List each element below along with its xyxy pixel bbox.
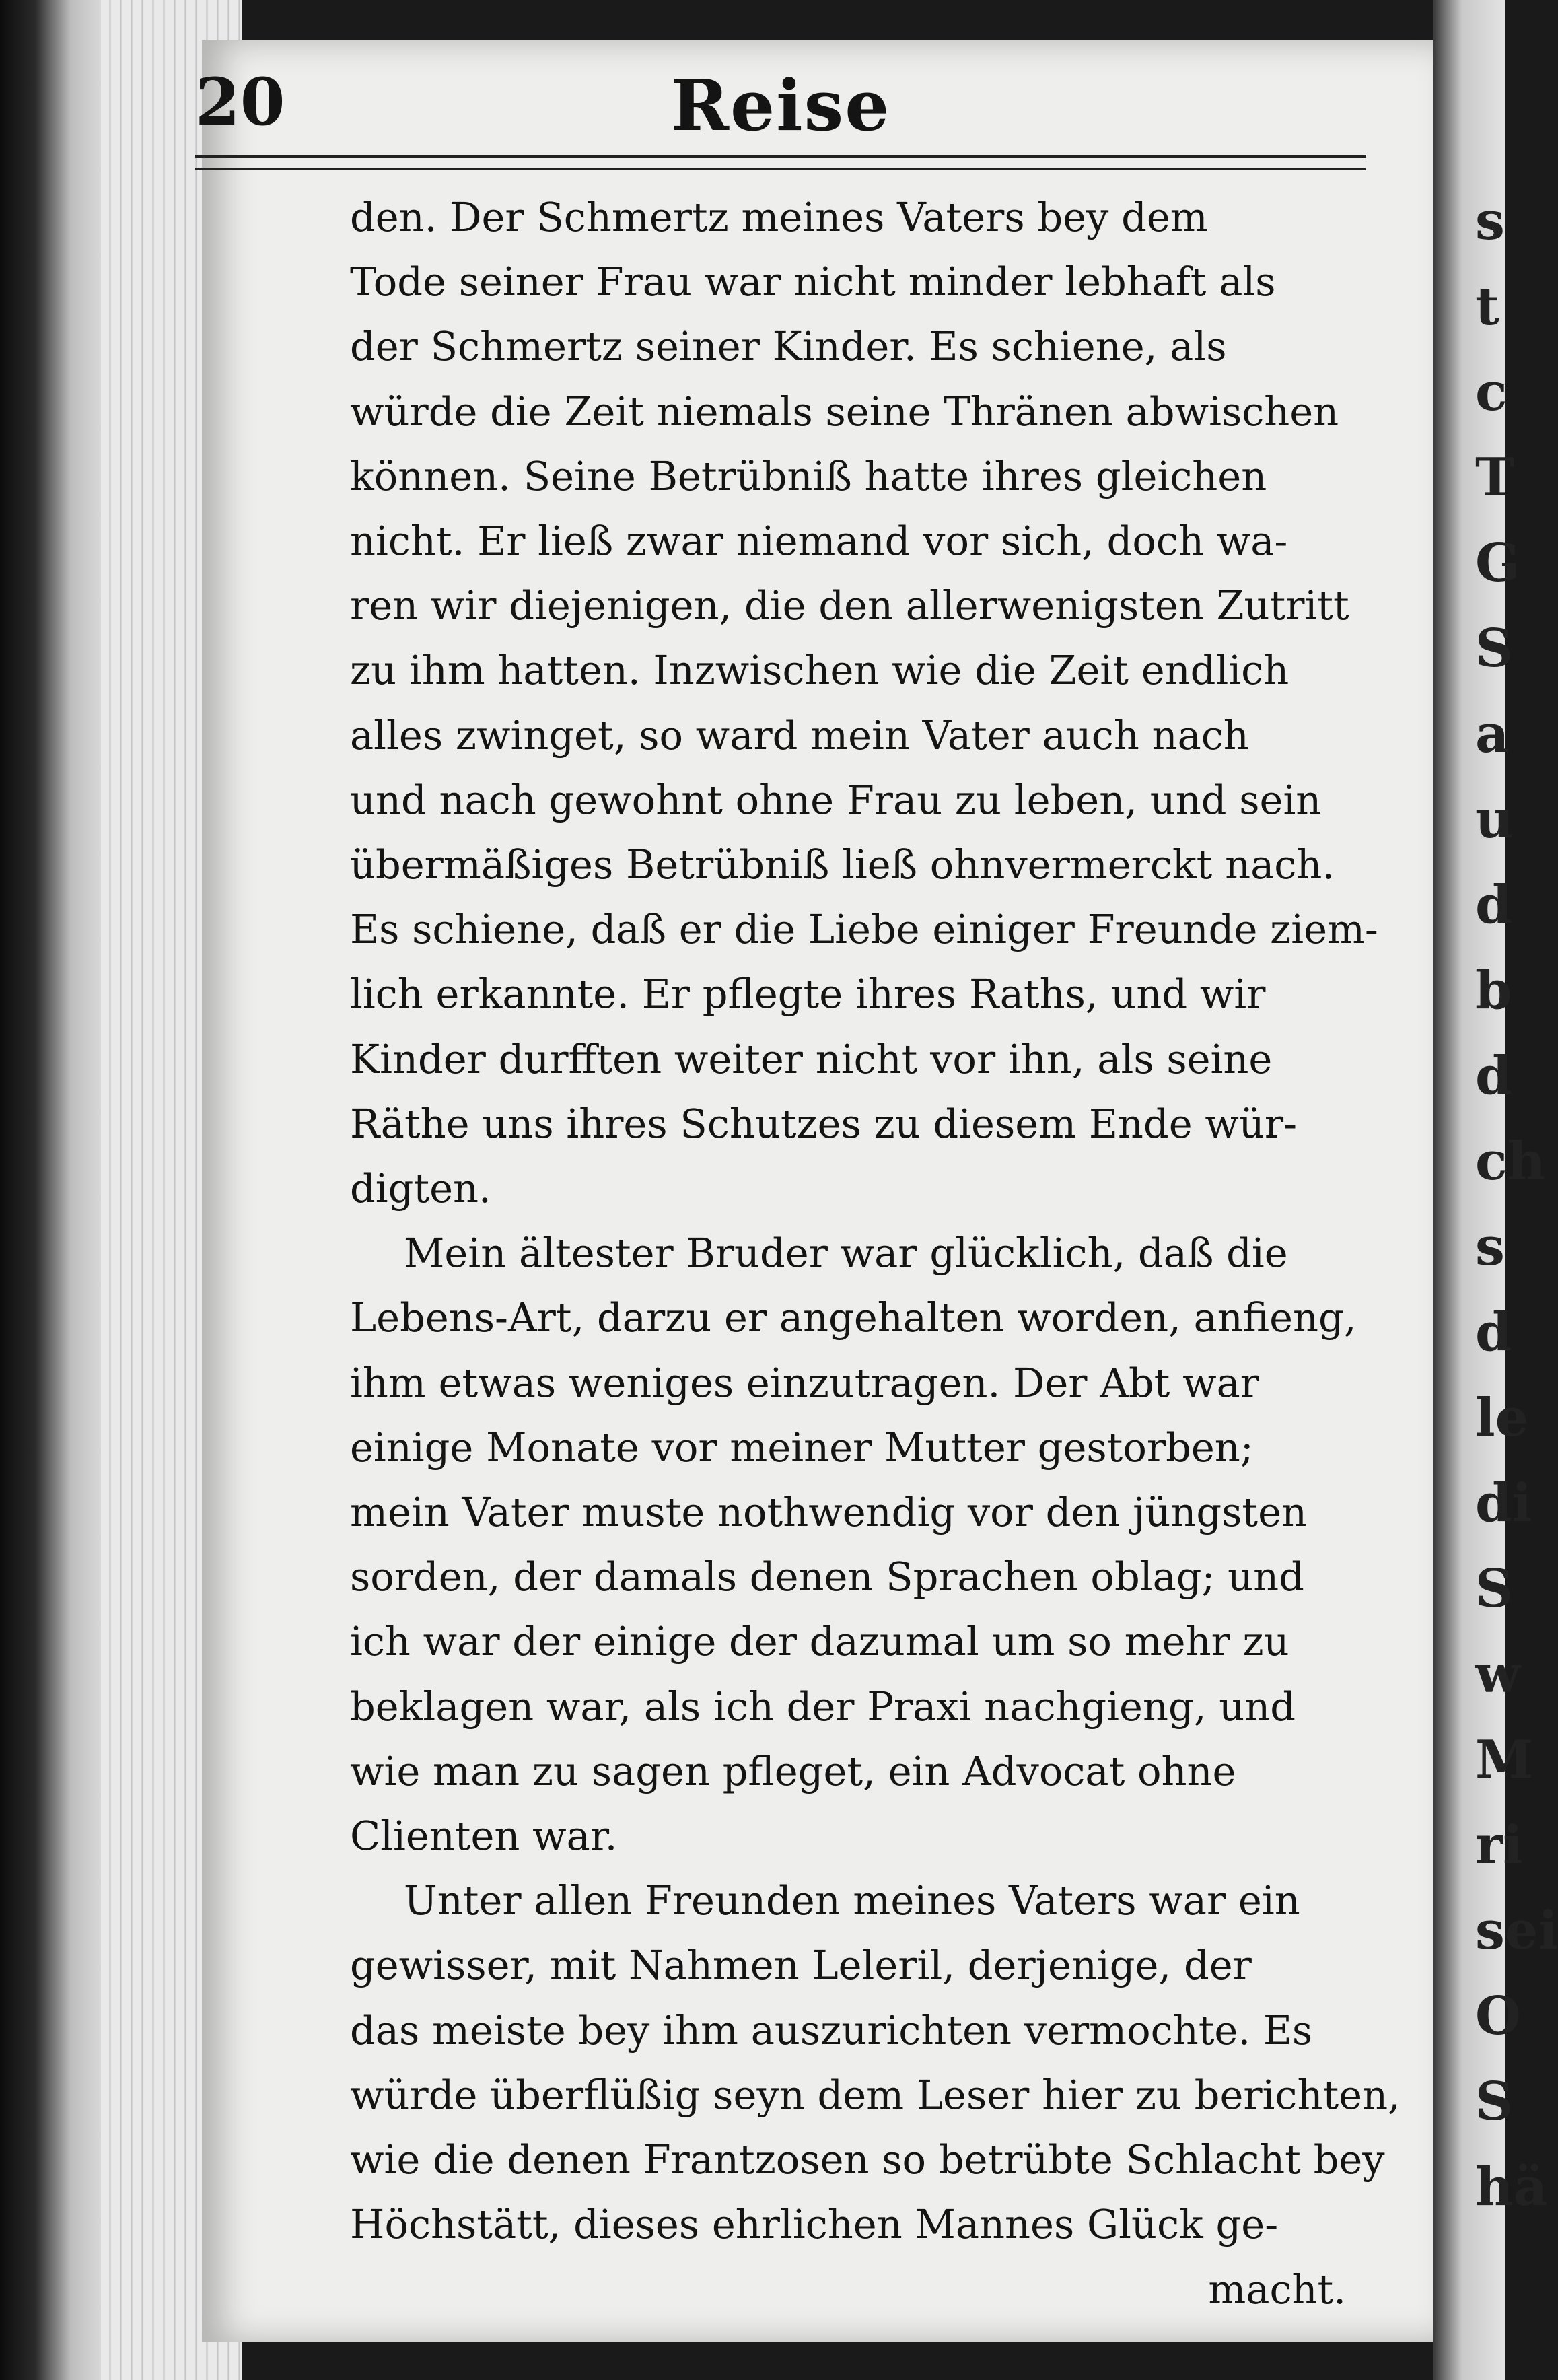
adjacent-page-text-fragment: S: [1475, 2070, 1514, 2132]
adjacent-page-text-fragment: w: [1475, 1643, 1521, 1705]
text-line: ich war der einige der dazumal um so mehr zu: [350, 1618, 1289, 1665]
adjacent-page-text-fragment: d: [1475, 1045, 1512, 1107]
adjacent-page-text-fragment: ch: [1475, 1130, 1546, 1192]
text-line: ren wir diejenigen, die den allerwenigsten Zutritt: [350, 582, 1349, 629]
adjacent-page-text-fragment: G: [1475, 532, 1520, 594]
text-line: können. Seine Betrübniß hatte ihres gleichen: [350, 452, 1267, 499]
text-line: Kinder durfften weiter nicht vor ihn, als seine: [350, 1035, 1273, 1082]
adjacent-page-text-fragment: a: [1475, 703, 1510, 765]
text-line: mein Vater muste nothwendig vor den jüngsten: [350, 1489, 1308, 1536]
text-line: wie man zu sagen pfleget, ein Advocat ohne: [350, 1747, 1236, 1794]
text-line: digten.: [350, 1165, 491, 1212]
adjacent-page-text-fragment: ri: [1475, 1814, 1523, 1876]
adjacent-page-text-fragment: b: [1475, 959, 1512, 1021]
header-rule: [195, 155, 1366, 170]
text-line: einige Monate vor meiner Mutter gestorben;: [350, 1424, 1254, 1471]
page-header: [195, 64, 1366, 165]
adjacent-page-text-fragment: O: [1475, 1985, 1521, 2047]
page-number: 20: [195, 64, 285, 140]
text-line: ihm etwas weniges einzutragen. Der Abt war: [350, 1359, 1259, 1406]
text-line: und nach gewohnt ohne Frau zu leben, und sein: [350, 776, 1322, 823]
text-line: wie die denen Frantzosen so betrübte Schlacht bey: [350, 2136, 1385, 2183]
adjacent-page-text-fragment: le: [1475, 1387, 1529, 1448]
adjacent-page-text-fragment: s: [1475, 1216, 1505, 1278]
running-title: Reise: [670, 64, 891, 147]
text-line: Clienten war.: [350, 1813, 618, 1860]
adjacent-page-text-fragment: u: [1475, 788, 1514, 850]
text-line: zu ihm hatten. Inzwischen wie die Zeit endlich: [350, 647, 1289, 694]
adjacent-page-text-fragment: T: [1475, 446, 1515, 508]
adjacent-page-edge: [1433, 0, 1558, 2380]
text-line: Unter allen Freunden meines Vaters war ein: [404, 1877, 1300, 1924]
text-line: Höchstätt, dieses ehrlichen Mannes Glück ge-: [350, 2201, 1279, 2248]
text-line: lich erkannte. Er pflegte ihres Raths, und wir: [350, 971, 1266, 1018]
adjacent-page-text-fragment: s: [1475, 190, 1505, 252]
text-line: würde die Zeit niemals seine Thränen abwischen: [350, 388, 1339, 435]
text-line: sorden, der damals denen Sprachen oblag; und: [350, 1553, 1304, 1601]
text-line: Es schiene, daß er die Liebe einiger Freunde ziem-: [350, 906, 1378, 953]
text-line: beklagen war, als ich der Praxi nachgieng, und: [350, 1683, 1296, 1730]
book-spine: [0, 0, 101, 2380]
text-line: das meiste bey ihm auszurichten vermochte. Es: [350, 2006, 1313, 2054]
adjacent-page-text-fragment: S: [1475, 617, 1514, 679]
adjacent-page-text-fragment: d: [1475, 874, 1512, 936]
text-line: Mein ältester Bruder war glücklich, daß die: [404, 1230, 1288, 1277]
text-line: Räthe uns ihres Schutzes zu diesem Ende wür-: [350, 1100, 1298, 1147]
adjacent-page-text-fragment: c: [1475, 361, 1508, 423]
text-line: der Schmertz seiner Kinder. Es schiene, als: [350, 323, 1227, 370]
text-line: Lebens-Art, darzu er angehalten worden, anfieng,: [350, 1294, 1357, 1341]
adjacent-page-text-fragment: sei: [1475, 1899, 1558, 1961]
body-text: [350, 185, 1401, 2322]
text-line: nicht. Er ließ zwar niemand vor sich, doch wa-: [350, 518, 1288, 565]
text-line: den. Der Schmertz meines Vaters bey dem: [350, 194, 1208, 240]
text-line: alles zwinget, so ward mein Vater auch nach: [350, 711, 1249, 759]
text-line: übermäßiges Betrübniß ließ ohnvermerckt nach.: [350, 841, 1335, 888]
adjacent-page-text-fragment: M: [1475, 1728, 1534, 1790]
text-line: würde überflüßig seyn dem Leser hier zu berichten,: [350, 2071, 1401, 2118]
text-line: Tode seiner Frau war nicht minder lebhaft als: [350, 258, 1276, 306]
text-line: gewisser, mit Nahmen Leleril, derjenige, der: [350, 1942, 1252, 1989]
adjacent-page-text-fragment: d: [1475, 1301, 1512, 1363]
adjacent-page-text-fragment: di: [1475, 1472, 1532, 1534]
adjacent-page-text-fragment: t: [1475, 275, 1500, 337]
adjacent-page-text-fragment: S: [1475, 1558, 1514, 1619]
text-line: macht.: [1208, 2266, 1346, 2313]
adjacent-page-text-fragment: hä: [1475, 2156, 1548, 2218]
